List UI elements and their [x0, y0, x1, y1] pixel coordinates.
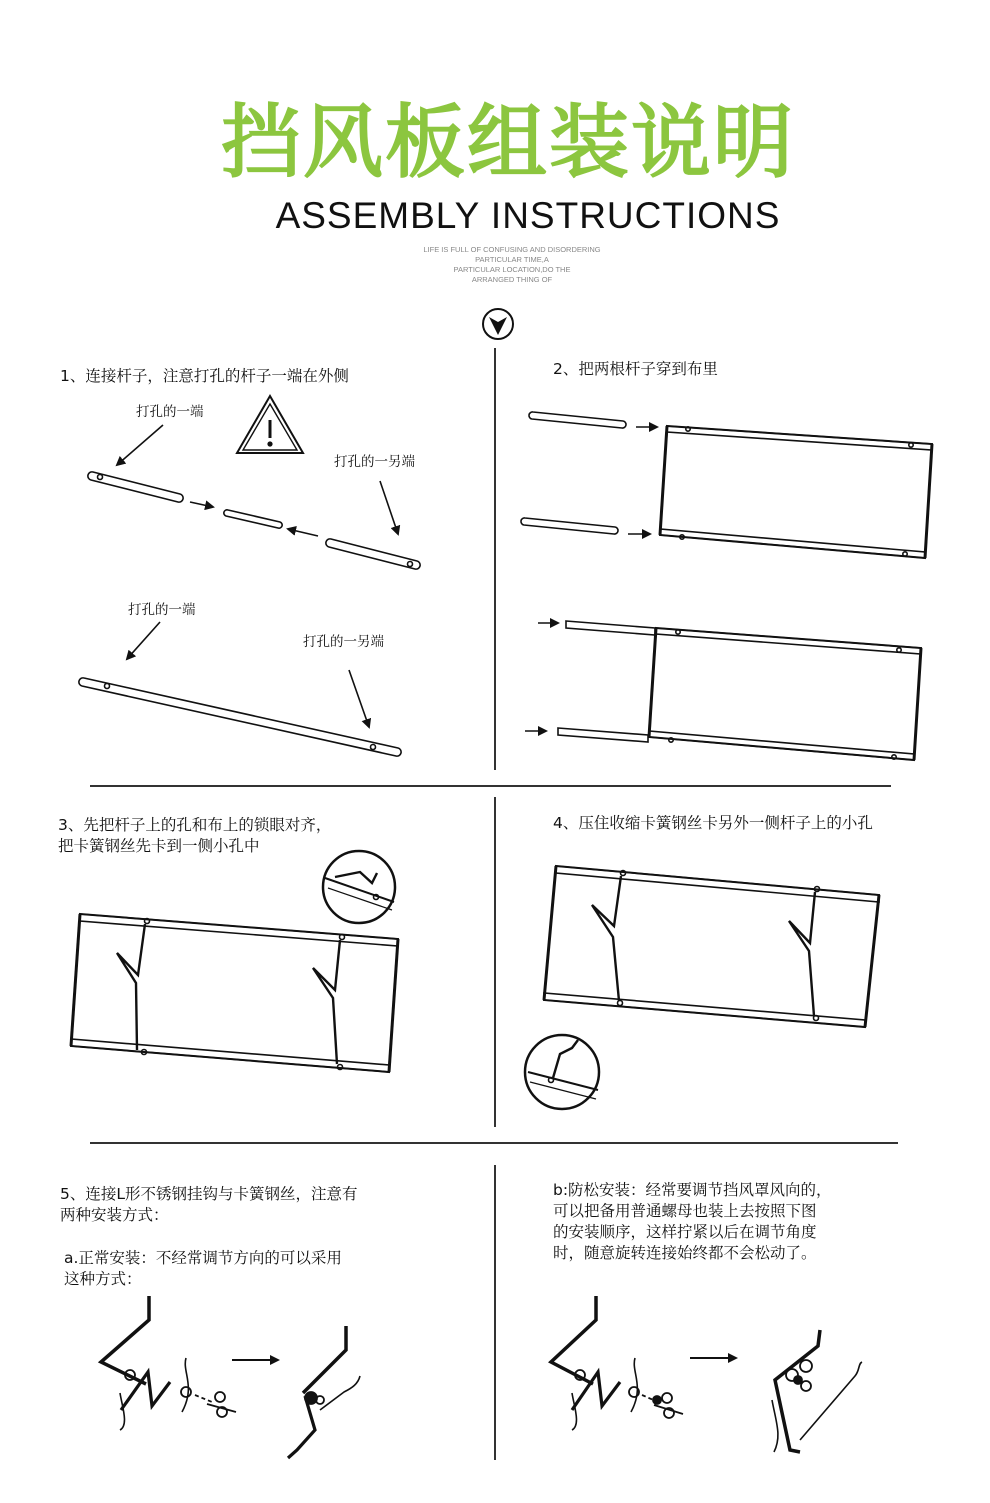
method-b-line: 可以把备用普通螺母也装上去按照下图: [553, 1202, 817, 1220]
page-title: 挡风板组装说明: [221, 96, 795, 189]
step-2-text: 2、把两根杆子穿到布里: [553, 360, 718, 378]
step-1-text: 1、连接杆子，注意打孔的杆子一端在外侧: [60, 367, 349, 385]
callout-other-end: 打孔的一另端: [303, 634, 384, 650]
method-b-line: 时，随意旋转连接始终都不会松动了。: [553, 1244, 817, 1262]
method-a-line: a.正常安装：不经常调节方向的可以采用: [64, 1249, 342, 1267]
warning-icon: [237, 396, 303, 453]
step-2-illustration: [521, 412, 932, 760]
method-b-line: 的安装顺序，这样拧紧以后在调节角度: [553, 1223, 817, 1241]
method-b-illustration: [551, 1296, 862, 1452]
callout-punched-end: 打孔的一端: [128, 602, 196, 618]
tagline-line: LIFE IS FULL OF CONFUSING AND DISORDERING: [423, 245, 601, 254]
step-3-illustration: [71, 851, 398, 1072]
tagline-line: PARTICULAR TIME,A: [475, 255, 549, 264]
step-4-text: 4、压住收缩卡簧钢丝卡另外一侧杆子上的小孔: [553, 814, 873, 832]
callout-other-end: 打孔的一另端: [334, 454, 415, 470]
step-4-illustration: [525, 866, 879, 1109]
step-5-line: 5、连接L形不锈钢挂钩与卡簧钢丝，注意有: [60, 1185, 358, 1203]
step-3-line: 3、先把杆子上的孔和布上的锁眼对齐，: [58, 816, 332, 834]
zoom-detail: [525, 1035, 599, 1109]
step-3-line: 把卡簧钢丝先卡到一侧小孔中: [58, 837, 260, 855]
callout-punched-end: 打孔的一端: [136, 404, 204, 420]
step-1-illustration: [79, 396, 420, 756]
zoom-detail: [323, 851, 395, 923]
page-subtitle: ASSEMBLY INSTRUCTIONS: [275, 195, 781, 236]
method-b-line: b:防松安装：经常要调节挡风罩风向的，: [553, 1181, 832, 1199]
step-5-line: 两种安装方式：: [60, 1206, 169, 1224]
chevron-down-icon: [483, 309, 513, 339]
method-a-line: 这种方式：: [64, 1270, 142, 1288]
divider: [90, 348, 898, 1460]
tagline-line: ARRANGED THING OF: [471, 275, 553, 284]
method-a-illustration: [101, 1296, 360, 1458]
tagline-line: PARTICULAR LOCATION,DO THE: [453, 265, 571, 274]
